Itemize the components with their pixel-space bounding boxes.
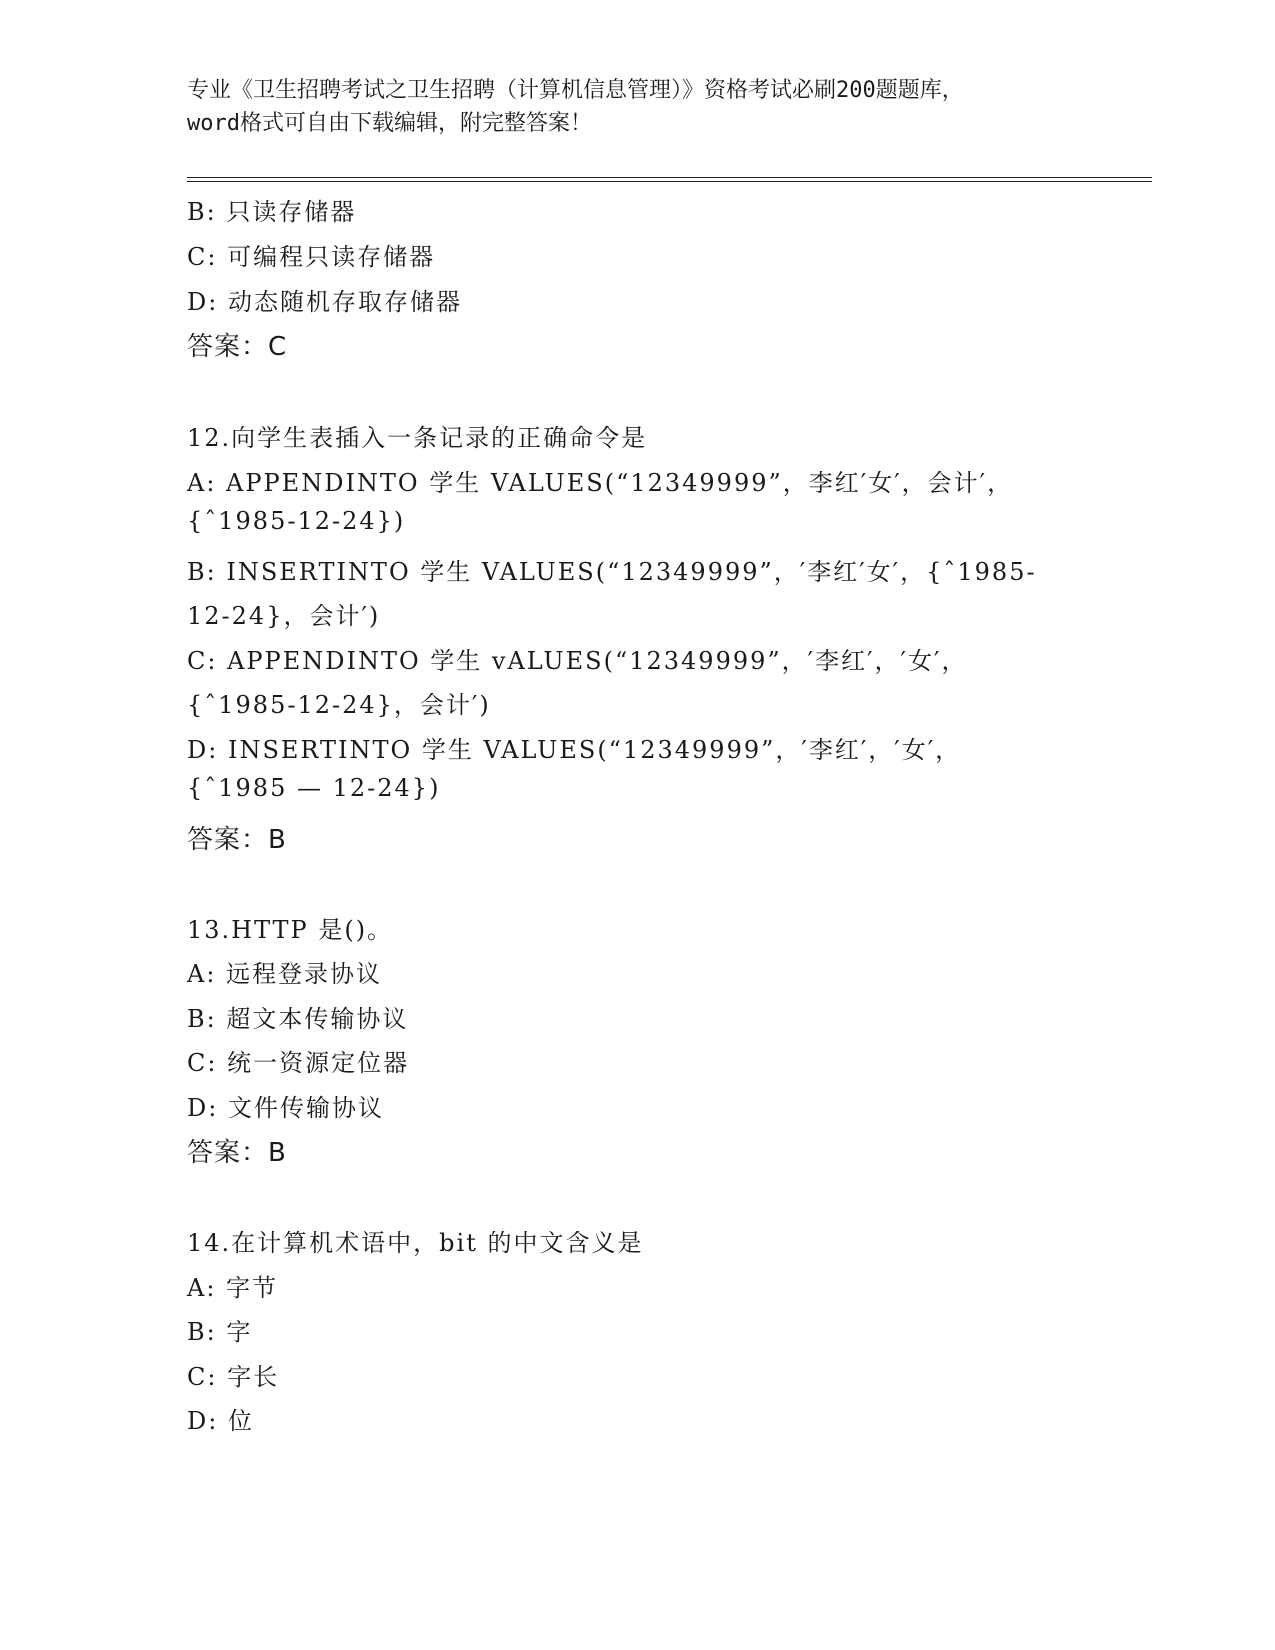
q12-option-b-line2: 12-24}，会计′) bbox=[187, 602, 381, 630]
q12-answer: 答案：B bbox=[187, 825, 287, 855]
q11-option-d: D: 动态随机存取存储器 bbox=[187, 288, 462, 316]
q13-option-b: B: 超文本传输协议 bbox=[187, 1005, 409, 1033]
q14-option-a: A: 字节 bbox=[187, 1274, 279, 1302]
q13-option-c: C: 统一资源定位器 bbox=[187, 1049, 410, 1077]
header-divider-top bbox=[187, 177, 1152, 178]
header-line-2: word格式可自由下载编辑，附完整答案！ bbox=[187, 111, 592, 136]
header-divider-bottom bbox=[187, 181, 1152, 182]
document-header bbox=[187, 74, 1107, 140]
q13-option-d: D: 文件传输协议 bbox=[187, 1094, 384, 1122]
q14-option-d: D: 位 bbox=[187, 1407, 254, 1435]
q12-option-a-line1: A: APPENDINTO 学生 VALUES(“12349999”，李红′女′，会计′， bbox=[187, 469, 1014, 497]
q14-option-c: C: 字长 bbox=[187, 1363, 280, 1391]
q11-option-b: B: 只读存储器 bbox=[187, 198, 357, 226]
q13-answer: 答案：B bbox=[187, 1138, 287, 1168]
q12-option-c-line2: {ˆ1985-12-24}，会计′) bbox=[187, 691, 491, 719]
q12-option-b-line1: B: INSERTINTO 学生 VALUES(“12349999”，′李红′女′，{ˆ1985- bbox=[187, 558, 1037, 586]
q13-option-a: A: 远程登录协议 bbox=[187, 960, 383, 988]
q11-option-c: C: 可编程只读存储器 bbox=[187, 243, 436, 271]
q14-option-b: B: 字 bbox=[187, 1318, 253, 1346]
q12-option-a-line2: {ˆ1985-12-24}) bbox=[187, 507, 406, 535]
q13-question: 13.HTTP 是()。 bbox=[187, 916, 394, 944]
q12-option-d-line2: {ˆ1985 — 12-24}) bbox=[187, 774, 441, 802]
header-line-1: 专业《卫生招聘考试之卫生招聘（计算机信息管理）》资格考试必刷200题题库， bbox=[187, 78, 964, 103]
q12-question: 12.向学生表插入一条记录的正确命令是 bbox=[187, 424, 648, 452]
q14-question: 14.在计算机术语中，bit 的中文含义是 bbox=[187, 1229, 644, 1257]
q11-answer: 答案：C bbox=[187, 332, 288, 362]
q12-option-c-line1: C: APPENDINTO 学生 vALUES(“12349999”，′李红′，′女′， bbox=[187, 647, 968, 675]
q12-option-d-line1: D: INSERTINTO 学生 VALUES(“12349999”，′李红′，′女′， bbox=[187, 736, 962, 764]
